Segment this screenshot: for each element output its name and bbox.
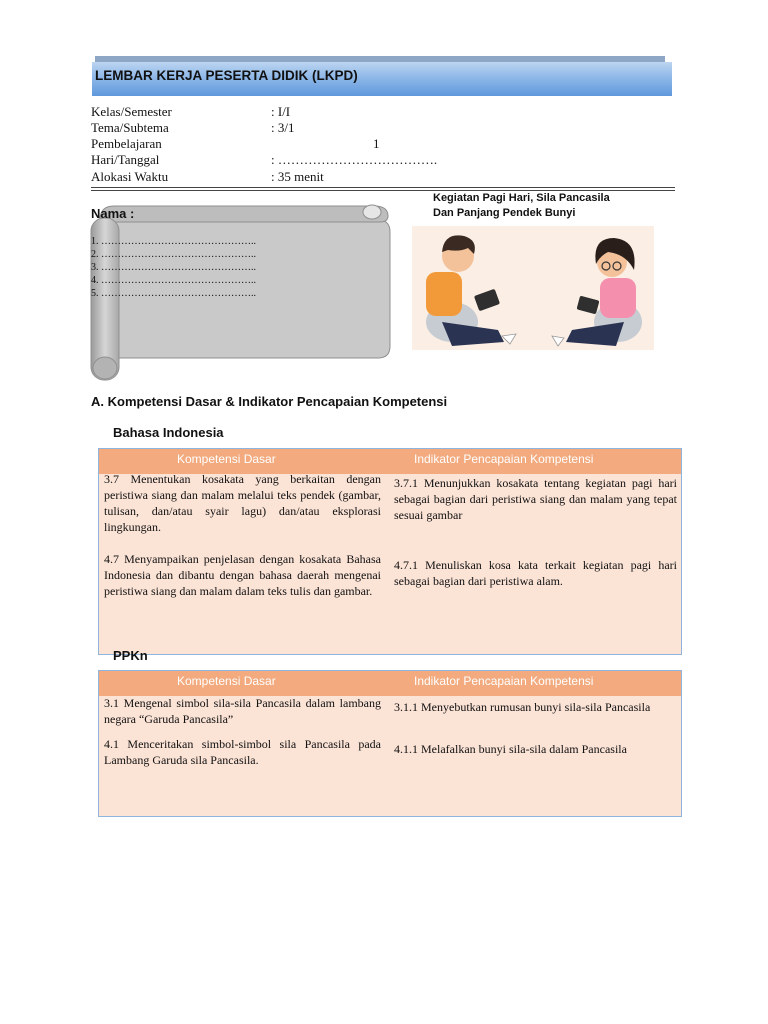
children-tablet-illustration (412, 226, 654, 350)
ipk-cell: 3.1.1 Menyebutkan rumusan bunyi sila-sila Pancasila (394, 700, 651, 714)
ipk-cell: 3.7.1 Menunjukkan kosakata tentang kegiatan pagi hari sebagai bagian dari peristiwa siang dan malam yang tepat sesuai gambar (394, 476, 677, 522)
list-item: 3. ……………………………………….. (91, 262, 256, 273)
competency-table-bahasa (98, 448, 682, 655)
nama-label: Nama : (91, 206, 135, 221)
ipk-cell: 4.7.1 Menuliskan kosa kata terkait kegiatan pagi hari sebagai bagian dari peristiwa alam. (394, 558, 677, 588)
list-item: 1. ……………………………………….. (91, 236, 256, 247)
info-value: 1 (373, 136, 380, 151)
info-label: Alokasi Waktu (91, 169, 169, 184)
kd-cell: 3.7 Menentukan kosakata yang berkaitan dengan peristiwa siang dan malam melalui teks pendek (gambar, tulisan, dan/atau syair lagu) dan/atau eksplorasi lingkungan. (104, 472, 381, 534)
subject-heading: Bahasa Indonesia (113, 425, 224, 440)
info-label: Pembelajaran (91, 136, 162, 151)
column-header-ipk: Indikator Pencapaian Kompetensi (414, 452, 594, 466)
info-value: : 35 menit (271, 169, 324, 184)
illustration-title-line: Kegiatan Pagi Hari, Sila Pancasila (433, 192, 610, 204)
info-value: : 3/1 (271, 120, 295, 135)
list-item: 5. ……………………………………….. (91, 288, 256, 299)
illustration-title-line: Dan Panjang Pendek Bunyi (433, 207, 576, 219)
info-value: : ………………………………. (271, 152, 438, 167)
divider (91, 187, 675, 188)
info-label: Tema/Subtema (91, 120, 169, 135)
kd-cell: 4.7 Menyampaikan penjelasan dengan kosakata Bahasa Indonesia dan dibantu dengan bahasa daerah mengenai peristiwa siang dan malam dalam teks tulis dan gambar. (104, 552, 381, 598)
page-title: LEMBAR KERJA PESERTA DIDIK (LKPD) (95, 68, 358, 83)
column-header-kd: Kompetensi Dasar (177, 452, 276, 466)
kd-cell: 4.1 Menceritakan simbol-simbol sila Pancasila pada Lambang Garuda sila Pancasila. (104, 737, 381, 767)
illustration-title (433, 191, 673, 221)
info-value: : I/I (271, 104, 291, 119)
competency-table-ppkn (98, 670, 682, 817)
subject-heading: PPKn (113, 648, 148, 663)
column-header-ipk: Indikator Pencapaian Kompetensi (414, 674, 594, 688)
info-label: Hari/Tanggal (91, 152, 160, 167)
list-item: 4. ……………………………………….. (91, 275, 256, 286)
table-header (99, 671, 681, 696)
column-header-kd: Kompetensi Dasar (177, 674, 276, 688)
section-heading: A. Kompetensi Dasar & Indikator Pencapaian Kompetensi (91, 394, 448, 409)
list-item: 2. ……………………………………….. (91, 249, 256, 260)
ipk-cell: 4.1.1 Melafalkan bunyi sila-sila dalam Pancasila (394, 742, 627, 756)
info-label: Kelas/Semester (91, 104, 172, 119)
kd-cell: 3.1 Mengenal simbol sila-sila Pancasila dalam lambang negara “Garuda Pancasila” (104, 696, 381, 726)
